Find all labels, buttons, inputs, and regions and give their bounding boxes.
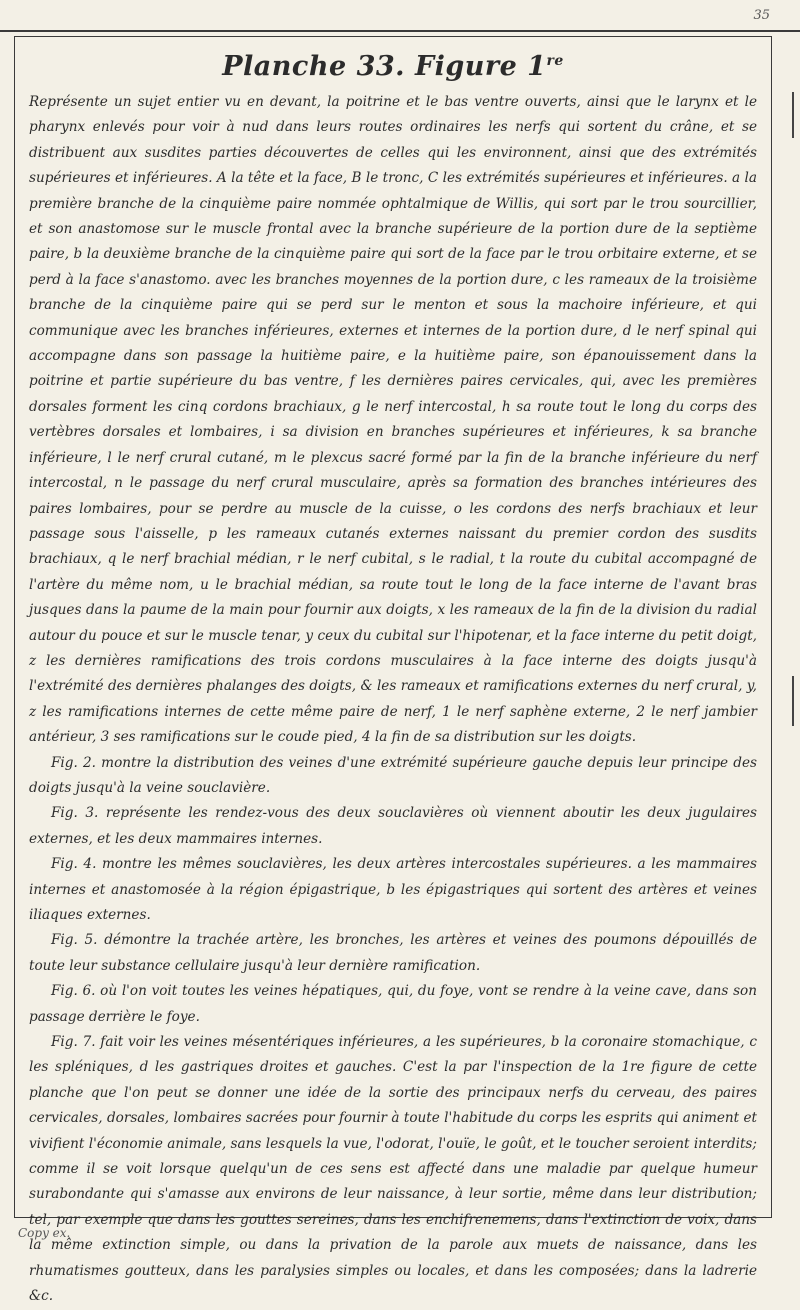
paragraph-figure-4: Fig. 4. montre les mêmes souclavières, les deux artères intercostales supérieures. a les mammaires internes et anastomosée à la région épigastrique, b les épigastriques qui sortent des artères et veines iliaques externes.: [29, 856, 757, 923]
plate-title: [29, 51, 757, 82]
paragraph-figure-1: Représente un sujet entier vu en devant, la poitrine et le bas ventre ouverts, ainsi que le larynx et le pharynx enlevés pour voir à nud dans leurs routes ordinaires les nerfs qui sortent du crâne, et se distribuent aux susdites parties découvertes de celles qui les environnent, ainsi que des extrémités supérieures et inférieures. A la tête et la face, B le tronc, C les extrémités supérieures et inférieures. a la première branche de la cinquième paire nommée ophtalmique de Willis, qui sort par le trou sourcillier, et son anastomose sur le muscle frontal avec la branche supérieure de la portion dure de la septième paire, b la deuxième branche de la cinquième paire qui sort de la face par le trou orbitaire externe, et se perd à la face s'anastomo. avec les branches moyennes de la portion dure, c les rameaux de la troisième branche de la cinquième paire qui se perd sur le menton et sous la machoire inférieure, et qui communique avec les branches inférieures, externes et internes de la portion dure, d le nerf spinal qui accompagne dans son passage la huitième paire, e la huitième paire, son épanouissement dans la poitrine et partie supérieure du bas ventre, f les dernières paires cervicales, qui, avec les premières dorsales forment les cinq cordons brachiaux, g le nerf intercostal, h sa route tout le long du corps des vertèbres dorsales et lombaires, i sa division en branches supérieures et inférieures, k sa branche inférieure, l le nerf crural cutané, m le plexcus sacré formé par la fin de la branche inférieure du nerf intercostal, n le passage du nerf crural musculaire, après sa formation des branches intérieures des paires lombaires, pour se perdre au muscle de la cuisse, o les cordons des nerfs brachiaux et leur passage sous l'aisselle, p les rameaux cutanés externes naissant du premier cordon des susdits brachiaux, q le nerf brachial médian, r le nerf cubital, s le radial, t la route du cubital accompagné de l'artère du même nom, u le brachial médian, sa route tout le long de la face interne de l'avant bras jusques dans la paume de la main pour fournir aux doigts, x les rameaux de la fin de la division du radial autour du pouce et sur le muscle tenar, y ceux du cubital sur l'hipotenar, et la face interne du petit doigt, z les dernières ramifications des trois cordons musculaires à la face interne des doigts jusqu'à l'extrémité des dernières phalanges des doigts, & les rameaux et ramifications externes du nerf crural, y, z les ramifications internes de cette même paire de nerf, 1 le nerf saphène externe, 2 le nerf jambier antérieur, 3 ses ramifications sur le coude pied, 4 la fin de sa distribution sur les doigts.: [29, 94, 757, 746]
paragraph-figure-3: Fig. 3. représente les rendez-vous des deux souclavières où viennent aboutir les deux jugulaires externes, et les deux mammaires internes.: [29, 805, 757, 847]
plate-description: [29, 90, 757, 1310]
paragraph-figure-7: Fig. 7. fait voir les veines mésentériques inférieures, a les supérieures, b la coronaire stomachique, c les spléniques, d les gastriques droites et gauches. C'est la par l'inspection de la 1re figure de cette planche que l'on peut se donner une idée de la sortie des principaux nerfs du cerveau, des paires cervicales, dorsales, lombaires sacrées pour fournir à toute l'habitude du corps les esprits qui animent et vivifient l'économie animale, sans lesquels la vue, l'odorat, l'ouïe, le goût, et le toucher seroient interdits; comme il se voit lorsque quelqu'un de ces sens est affecté dans une maladie par quelque humeur surabondante qui s'amasse aux environs de leur naissance, à leur sortie, même dans leur distribution; tel, par exemple que dans les gouttes sereines, dans les enchifrenemens, dans l'extinction de voix, dans la même extinction simple, ou dans la privation de la parole aux muets de naissance, dans les rhumatismes goutteux, dans les paralysies simples ou locales, et dans les composées; dans la ladrerie &c.: [29, 1034, 757, 1305]
plate-title-text: Planche 33. Figure 1: [222, 51, 547, 82]
margin-mark: [792, 676, 794, 726]
paragraph-figure-6: Fig. 6. où l'on voit toutes les veines hépatiques, qui, du foye, vont se rendre à la veine cave, dans son passage derrière le foye.: [29, 983, 757, 1025]
paragraph-figure-2: Fig. 2. montre la distribution des veines d'une extrémité supérieure gauche depuis leur principe des doigts jusqu'à la veine souclavière.: [29, 754, 757, 796]
page-number: 35: [753, 8, 770, 23]
top-rule: [0, 30, 800, 32]
margin-mark: [792, 92, 794, 138]
copy-note: Copy ex.: [18, 1226, 71, 1240]
plate-title-sup: re: [546, 53, 564, 69]
paragraph-figure-5: Fig. 5. démontre la trachée artère, les bronches, les artères et veines des poumons dépouillés de toute leur substance cellulaire jusqu'à leur dernière ramification.: [29, 932, 757, 974]
